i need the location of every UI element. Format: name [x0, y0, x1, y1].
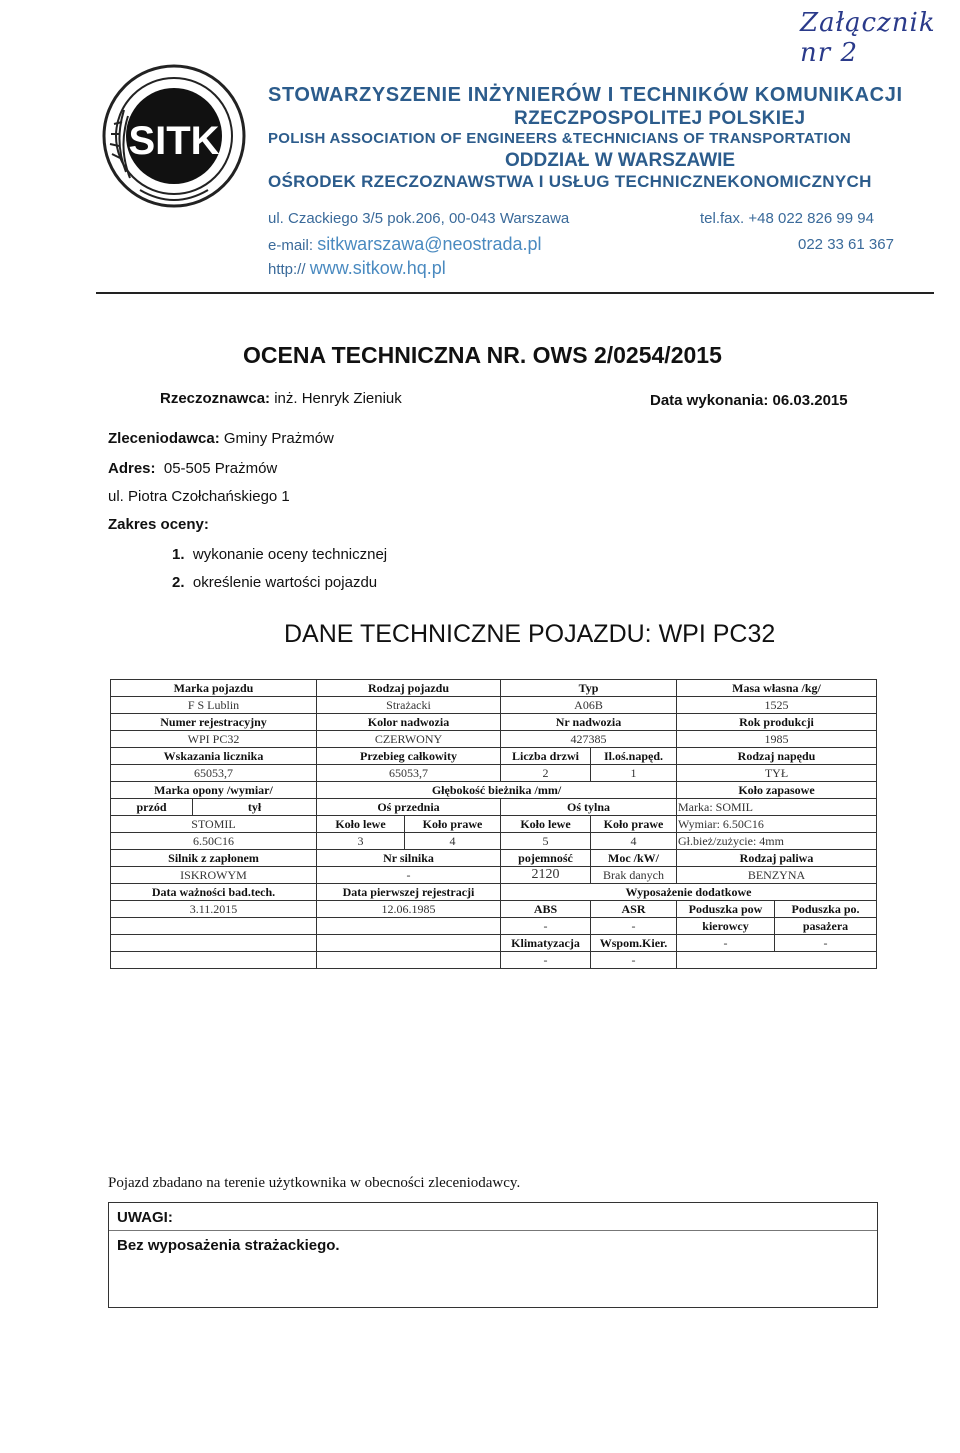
cell-rodzaj-header: Rodzaj pojazdu — [317, 680, 501, 697]
cell-kolor-header: Kolor nadwozia — [317, 714, 501, 731]
table-row — [111, 714, 877, 731]
remarks-divider — [109, 1230, 877, 1231]
cell-osprzed-header: Oś przednia — [317, 799, 501, 816]
cell-empty — [317, 918, 501, 935]
cell-moc-value: Brak danych — [591, 867, 677, 884]
date-label: Data wykonania: — [650, 392, 769, 409]
cell-moc-header: Moc /kW/ — [591, 850, 677, 867]
cell-gp-prawe: 4 — [405, 833, 501, 850]
cell-nrsilnika-header: Nr silnika — [317, 850, 501, 867]
cell-poduszka-kier-header: Poduszka pow — [677, 901, 775, 918]
org-branch: ODDZIAŁ W WARSZAWIE — [505, 150, 736, 171]
cell-pierwsza-header: Data pierwszej rejestracji — [317, 884, 501, 901]
cell-rodzaj-value: Strażacki — [317, 697, 501, 714]
inspection-note: Pojazd zbadano na terenie użytkownika w obecności zleceniodawcy. — [108, 1175, 521, 1191]
cell-gt-prawe: 4 — [591, 833, 677, 850]
cell-abs-value: - — [501, 918, 591, 935]
cell-paliwo-value: BENZYNA — [677, 867, 877, 884]
scope-label: Zakres oceny: — [108, 516, 209, 533]
phone-1: 022 826 99 94 — [777, 210, 874, 227]
expert-name: inż. Henryk Zieniuk — [274, 390, 402, 407]
date-value: 06.03.2015 — [772, 392, 848, 409]
contact-address: ul. Czackiego 3/5 pok.206, 00-043 Warszawa — [268, 210, 570, 227]
cell-osprzed-lewe-header: Koło lewe — [317, 816, 405, 833]
client-label: Zleceniodawca: — [108, 430, 220, 447]
cell-drzwi-header: Liczba drzwi — [501, 748, 591, 765]
cell-asr-header: ASR — [591, 901, 677, 918]
http-label: http:// — [268, 261, 310, 278]
cell-rodzajnap-value: TYŁ — [677, 765, 877, 782]
table-row — [111, 816, 877, 833]
cell-poduszka-pas-header-2: pasażera — [775, 918, 877, 935]
date-row — [650, 392, 848, 409]
cell-poduszka-pas-header: Poduszka po. — [775, 901, 877, 918]
client-row — [108, 430, 334, 447]
cell-klima-header: Klimatyzacja — [501, 935, 591, 952]
telfax-label: tel.fax. +48 — [700, 210, 774, 227]
cell-opony-header: Marka opony /wymiar/ — [111, 782, 317, 799]
cell-typ-value: A06B — [501, 697, 677, 714]
cell-abs-header: ABS — [501, 901, 591, 918]
cell-asr-value: - — [591, 918, 677, 935]
expert-label: Rzeczoznawca: — [160, 390, 271, 407]
header-divider — [96, 292, 934, 294]
cell-marka-value: F S Lublin — [111, 697, 317, 714]
cell-zapas-header: Koło zapasowe — [677, 782, 877, 799]
cell-paliwo-header: Rodzaj paliwa — [677, 850, 877, 867]
email-link[interactable]: sitkwarszawa@neostrada.pl — [317, 234, 542, 254]
table-row — [111, 918, 877, 935]
cell-badanie-value: 3.11.2015 — [111, 901, 317, 918]
street: ul. Piotra Czołchańskiego 1 — [108, 488, 290, 505]
remarks-text: Bez wyposażenia strażackiego. — [117, 1237, 340, 1254]
cell-masa-value: 1525 — [677, 697, 877, 714]
table-row — [111, 952, 877, 969]
cell-poduszka-kier-header-2: kierowcy — [677, 918, 775, 935]
org-name-line2: RZECZPOSPOLITEJ POLSKIEJ — [514, 108, 806, 129]
cell-kolor-value: CZERWONY — [317, 731, 501, 748]
cell-nrnadw-header: Nr nadwozia — [501, 714, 677, 731]
org-department: OŚRODEK RZECZOZNAWSTWA I USŁUG TECHNICZNEKONOMICZNYCH — [268, 172, 872, 191]
vehicle-data-title: DANE TECHNICZNE POJAZDU: WPI PC32 — [284, 620, 776, 648]
cell-wspom-header: Wspom.Kier. — [591, 935, 677, 952]
table-top-padding — [111, 665, 877, 680]
email-label: e-mail: — [268, 237, 318, 254]
cell-glebokosc-header: Głębokość bieżnika /mm/ — [317, 782, 677, 799]
cell-gp-lewe: 3 — [317, 833, 405, 850]
cell-przebieg-header: Przebieg całkowity — [317, 748, 501, 765]
table-row — [111, 850, 877, 867]
sitk-logo — [100, 62, 248, 210]
cell-poduszka-pas-value: - — [775, 935, 877, 952]
cell-ostyl-prawe-header: Koło prawe — [591, 816, 677, 833]
cell-masa-header: Masa własna /kg/ — [677, 680, 877, 697]
remarks-title: UWAGI: — [117, 1209, 173, 1226]
cell-opony-wymiar: 6.50C16 — [111, 833, 317, 850]
vehicle-data-table — [110, 665, 877, 969]
logo-letters: SITK — [128, 119, 220, 163]
cell-pierwsza-value: 12.06.1985 — [317, 901, 501, 918]
table-row — [111, 935, 877, 952]
table-row — [111, 884, 877, 901]
client-name: Gminy Prażmów — [223, 430, 334, 447]
table-row — [111, 799, 877, 816]
cell-wspom-value: - — [591, 952, 677, 969]
cell-poduszka-kier-value: - — [677, 935, 775, 952]
cell-przod-header: przód — [111, 799, 193, 816]
cell-nrnadw-value: 427385 — [501, 731, 677, 748]
contact-web-row — [268, 258, 446, 279]
cell-empty — [111, 918, 317, 935]
scope-item-2: 2. określenie wartości pojazdu — [172, 574, 378, 591]
cell-typ-header: Typ — [501, 680, 677, 697]
table-row — [111, 748, 877, 765]
contact-phone-row — [700, 210, 874, 227]
cell-empty — [677, 952, 877, 969]
table-row — [111, 901, 877, 918]
cell-empty — [111, 935, 317, 952]
cell-rok-value: 1985 — [677, 731, 877, 748]
cell-klima-value: - — [501, 952, 591, 969]
cell-empty — [317, 935, 501, 952]
web-link[interactable]: www.sitkow.hq.pl — [309, 258, 446, 278]
cell-silnik-header: Silnik z zapłonem — [111, 850, 317, 867]
cell-opony-marka: STOMIL — [111, 816, 317, 833]
address-row — [108, 460, 277, 477]
cell-rodzajnap-header: Rodzaj napędu — [677, 748, 877, 765]
cell-wsk-header: Wskazania licznika — [111, 748, 317, 765]
phone-2: 022 33 61 367 — [798, 236, 894, 253]
cell-nrrej-value: WPI PC32 — [111, 731, 317, 748]
cell-ostyl-lewe-header: Koło lewe — [501, 816, 591, 833]
table-row — [111, 680, 877, 697]
handwritten-annotation: Załącznik nr 2 — [800, 8, 936, 68]
cell-tyl-header: tył — [193, 799, 317, 816]
document-title: OCENA TECHNICZNA NR. OWS 2/0254/2015 — [243, 342, 722, 368]
org-name-english: POLISH ASSOCIATION OF ENGINEERS &TECHNICIANS OF TRANSPORTATION — [268, 130, 852, 147]
contact-email-row — [268, 234, 542, 255]
cell-ostyl-header: Oś tylna — [501, 799, 677, 816]
cell-empty — [317, 952, 501, 969]
cell-badanie-header: Data ważności bad.tech. — [111, 884, 317, 901]
cell-silnik-value: ISKROWYM — [111, 867, 317, 884]
address-value: 05-505 Prażmów — [163, 460, 278, 477]
cell-osprzed-prawe-header: Koło prawe — [405, 816, 501, 833]
cell-gt-lewe: 5 — [501, 833, 591, 850]
table-row — [111, 782, 877, 799]
table-row — [111, 731, 877, 748]
remarks-box — [108, 1202, 878, 1308]
table-row — [111, 833, 877, 850]
cell-marka-header: Marka pojazdu — [111, 680, 317, 697]
cell-empty — [111, 952, 317, 969]
cell-zapas-marka: Marka: SOMIL — [677, 799, 877, 816]
address-label: Adres: — [108, 460, 156, 477]
cell-osnap-value: 1 — [591, 765, 677, 782]
cell-pojemnosc-value: 2120 — [501, 867, 591, 884]
cell-pojemnosc-header: pojemność — [501, 850, 591, 867]
table-row — [111, 765, 877, 782]
cell-przebieg-value: 65053,7 — [317, 765, 501, 782]
cell-nrrej-header: Numer rejestracyjny — [111, 714, 317, 731]
expert-row — [160, 390, 402, 407]
org-name-line1: STOWARZYSZENIE INŻYNIERÓW I TECHNIKÓW KOMUNIKACJI — [268, 84, 903, 106]
cell-wyposazenie-header: Wyposażenie dodatkowe — [501, 884, 877, 901]
cell-osnap-header: Il.oś.napęd. — [591, 748, 677, 765]
cell-zapas-biez: Gł.bież/zużycie: 4mm — [677, 833, 877, 850]
cell-wsk-value: 65053,7 — [111, 765, 317, 782]
cell-rok-header: Rok produkcji — [677, 714, 877, 731]
table-row — [111, 867, 877, 884]
cell-zapas-wymiar: Wymiar: 6.50C16 — [677, 816, 877, 833]
cell-nrsilnika-value: - — [317, 867, 501, 884]
table-row — [111, 697, 877, 714]
scope-item-1: 1. wykonanie oceny technicznej — [172, 546, 388, 563]
cell-drzwi-value: 2 — [501, 765, 591, 782]
